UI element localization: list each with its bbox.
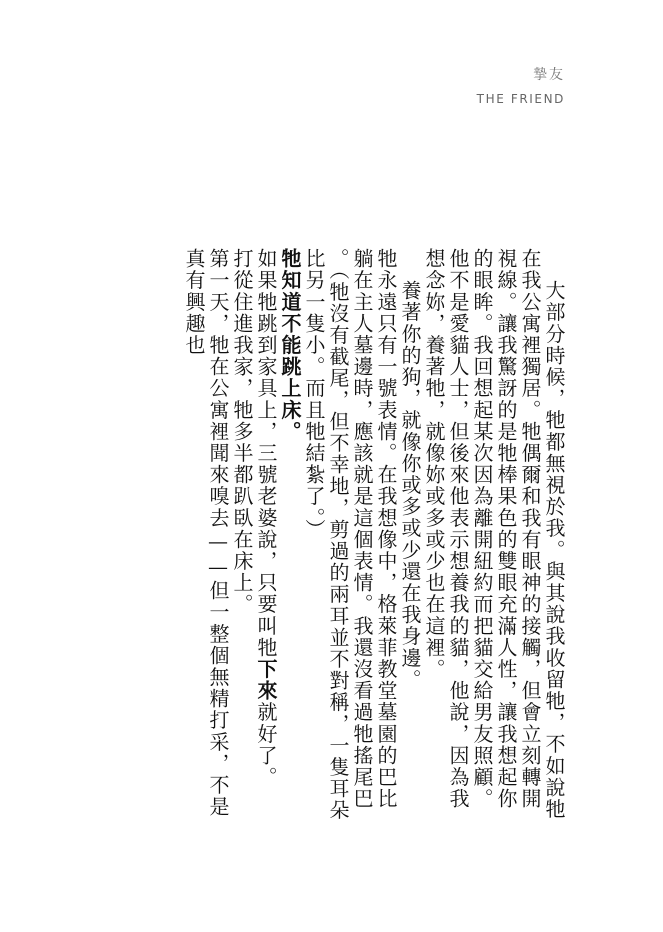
paragraph-7: 第一天，牠在公寓裡聞來嗅去——但一整個無精打采，不是真有興趣也 (182, 248, 230, 818)
paragraph-1: 大部分時候，牠都無視於我。與其說我收留牠，不如說牠在我公寓裡獨居。牠偶爾和我有眼神的接觸，但會立刻轉開視線。讓我驚訝的是牠棒果色的雙眼充滿人性，讓我想起你的眼眸。我回想起某次因為離開紐約而把貓交給男友照顧。他不是愛貓人士，但後來他表示想養我的貓，他說，因為我想念妳，養著牠，就像妳或多或少也在這裡。 (422, 248, 566, 820)
paragraph-5-part-1: 如果牠跳到家具上，三號老婆說，只要叫牠 (254, 248, 278, 659)
paragraph-5-emphasis: 下來 (254, 658, 278, 702)
chapter-title: 摯友 (533, 67, 565, 83)
paragraph-4: 牠知道不能跳上床。 (278, 248, 302, 443)
paragraph-3: 牠永遠只有一號表情。在我想像中，格萊菲教堂墓園的巴比躺在主人墓邊時，應該就是這個表情。我還沒看過牠搖尾巴。（牠沒有截尾，但不幸地，剪過的兩耳並不對稱，一隻耳朵比另一隻小。而且牠結紮了。） (302, 248, 398, 822)
paragraph-6: 打從住進我家，牠多半都趴臥在床上。 (230, 248, 254, 616)
paragraph-5 (254, 248, 278, 823)
chapter-subtitle: THE FRIEND (476, 92, 565, 106)
vertical-body-text (102, 248, 566, 823)
paragraph-2: 養著你的狗，就像你或多或少還在我身邊。 (398, 280, 422, 691)
paragraph-5-part-3: 就好了。 (254, 701, 278, 789)
running-header (477, 66, 565, 106)
